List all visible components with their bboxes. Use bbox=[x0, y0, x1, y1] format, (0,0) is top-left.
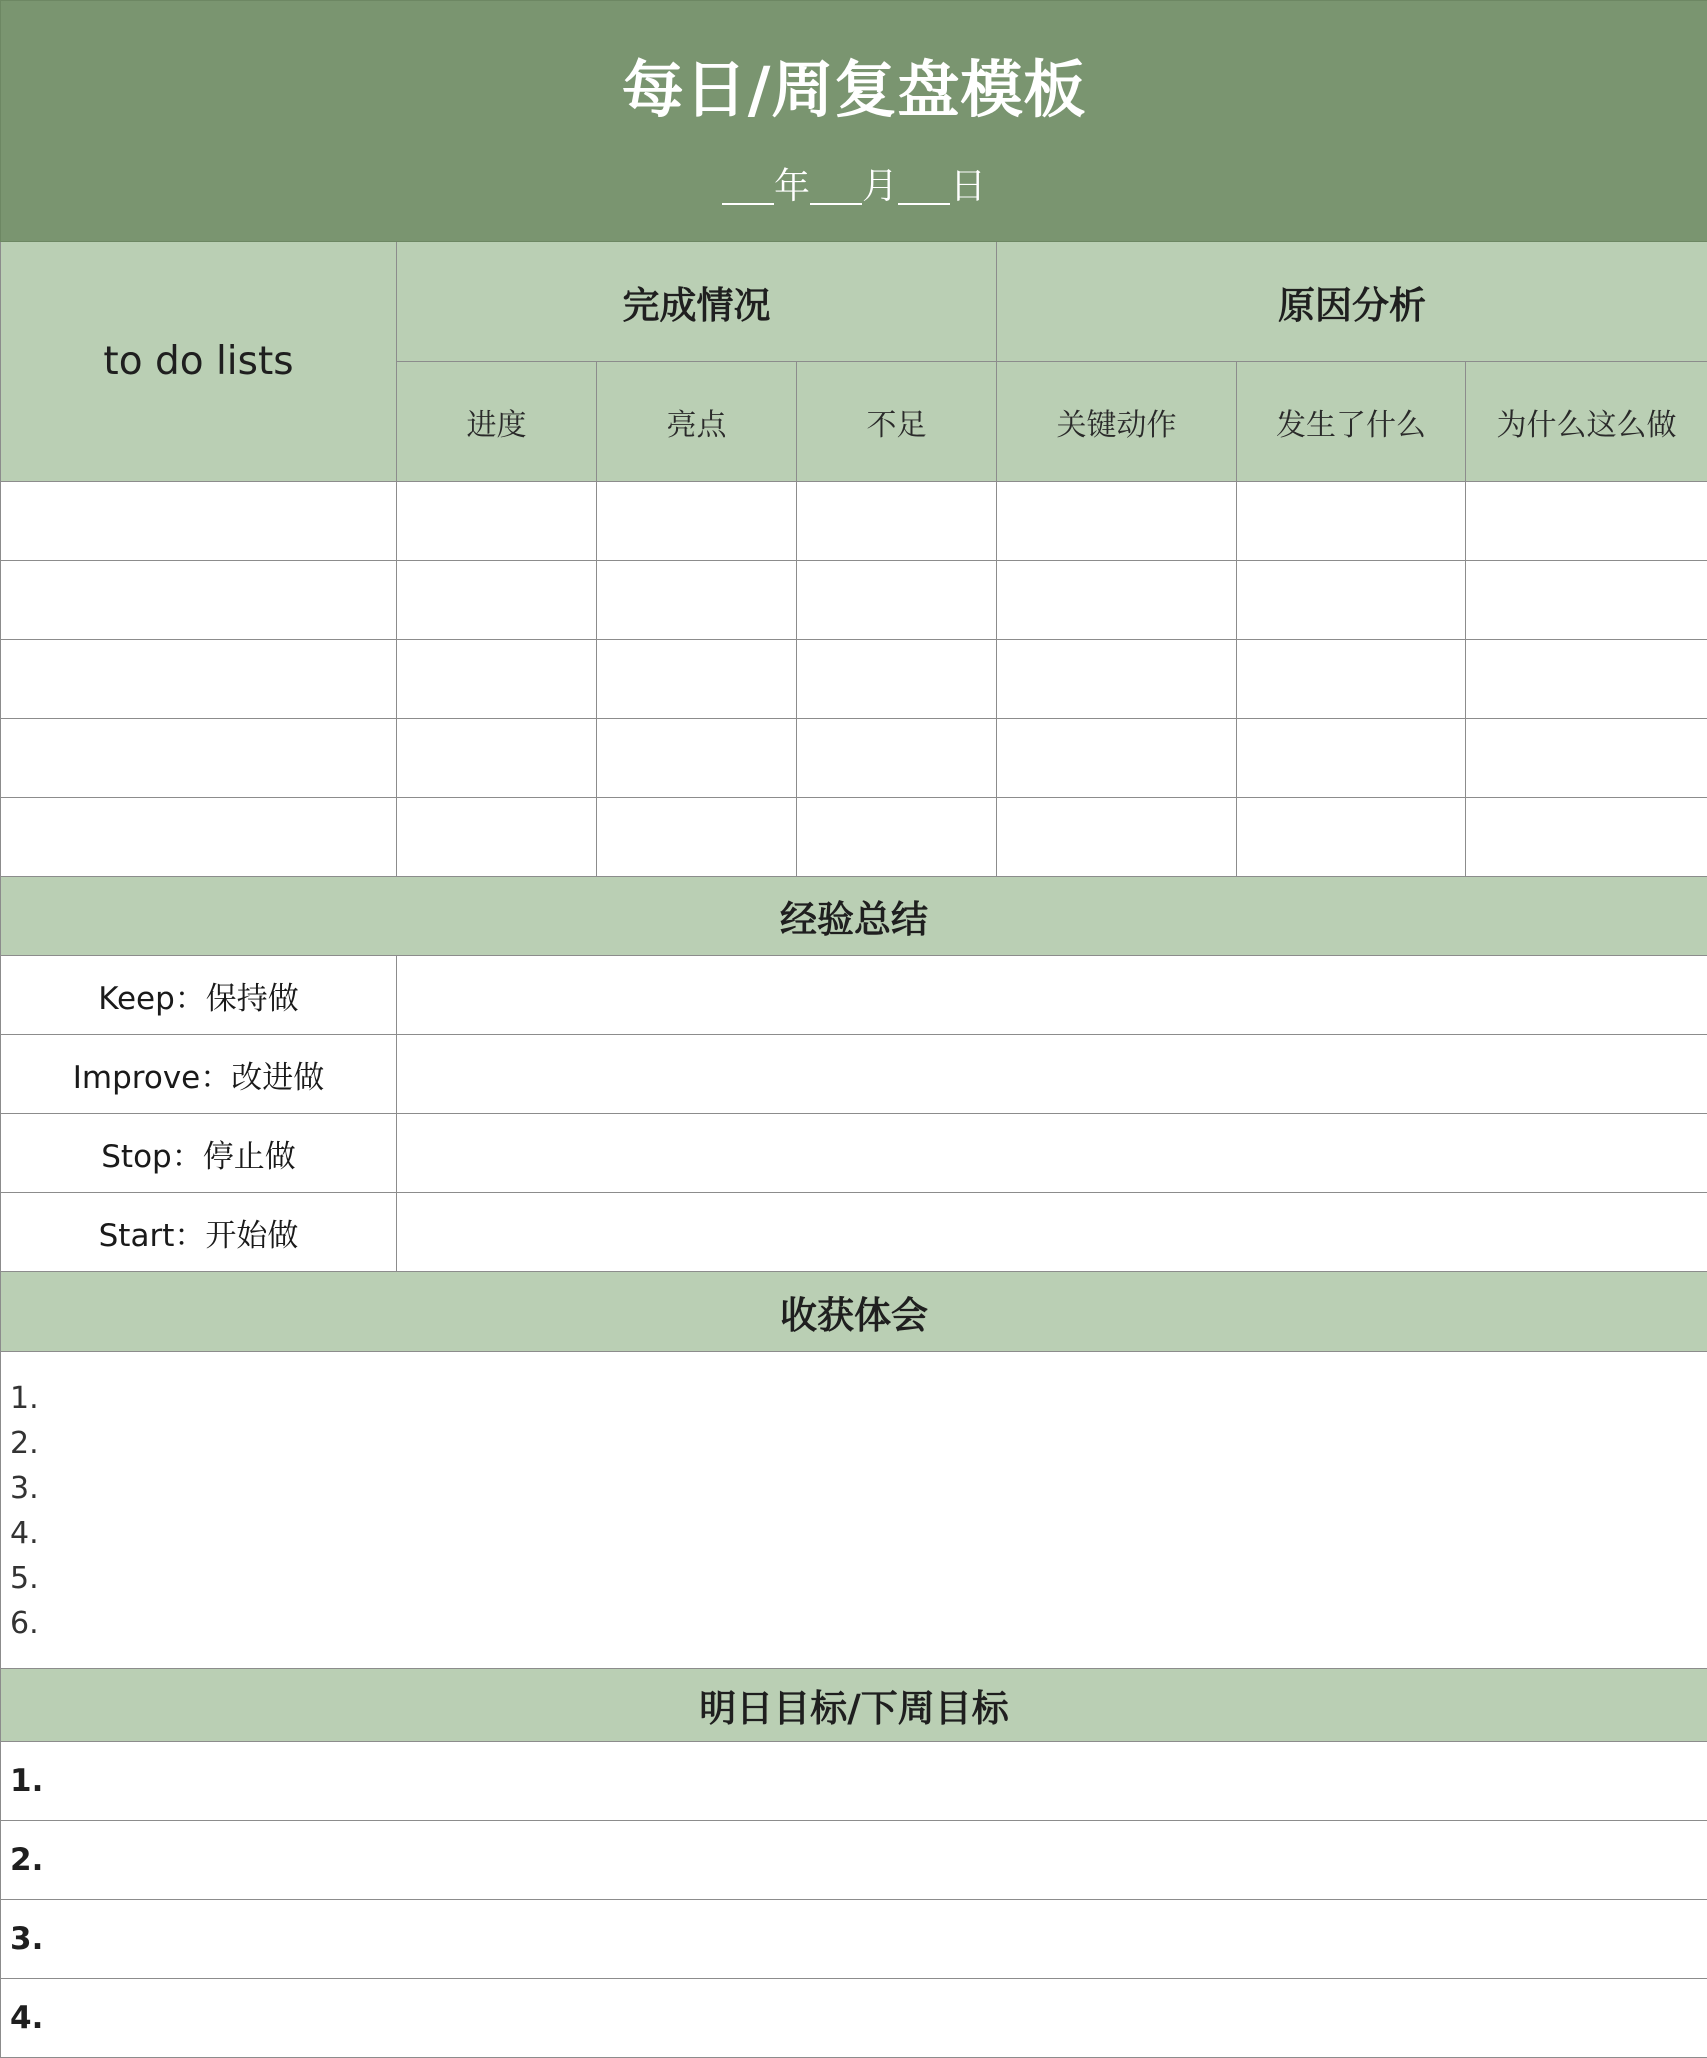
todo-cell[interactable] bbox=[1, 798, 397, 877]
page-title: 每日/周复盘模板 bbox=[1, 37, 1707, 121]
progress-cell[interactable] bbox=[397, 640, 597, 719]
shortfall-cell[interactable] bbox=[797, 561, 997, 640]
key-action-cell[interactable] bbox=[997, 640, 1237, 719]
shortfall-cell[interactable] bbox=[797, 640, 997, 719]
gains-section-title: 收获体会 bbox=[1, 1272, 1707, 1352]
table-row bbox=[1, 482, 1707, 561]
gains-list[interactable] bbox=[1, 1352, 1707, 1669]
shortfall-header: 不足 bbox=[797, 362, 997, 482]
title-banner bbox=[1, 1, 1707, 242]
list-item: 1. bbox=[10, 1376, 1707, 1421]
start-label: Start：开始做 bbox=[1, 1193, 397, 1272]
day-blank[interactable] bbox=[898, 173, 950, 205]
what-happened-header: 发生了什么 bbox=[1237, 362, 1466, 482]
goal-item[interactable]: 4. bbox=[1, 1979, 1707, 2058]
key-action-cell[interactable] bbox=[997, 561, 1237, 640]
shortfall-cell[interactable] bbox=[797, 719, 997, 798]
progress-header: 进度 bbox=[397, 362, 597, 482]
list-item: 4. bbox=[10, 1511, 1707, 1556]
todo-cell[interactable] bbox=[1, 482, 397, 561]
todo-cell[interactable] bbox=[1, 640, 397, 719]
todo-cell[interactable] bbox=[1, 561, 397, 640]
highlight-cell[interactable] bbox=[597, 719, 797, 798]
completion-group-header: 完成情况 bbox=[397, 242, 997, 362]
why-cell[interactable] bbox=[1466, 798, 1707, 877]
keep-value[interactable] bbox=[397, 956, 1707, 1035]
table-row bbox=[1, 719, 1707, 798]
experience-row bbox=[1, 1114, 1707, 1193]
progress-cell[interactable] bbox=[397, 561, 597, 640]
goal-item[interactable]: 1. bbox=[1, 1742, 1707, 1821]
reason-group-header: 原因分析 bbox=[997, 242, 1707, 362]
progress-cell[interactable] bbox=[397, 719, 597, 798]
table-row bbox=[1, 798, 1707, 877]
what-happened-cell[interactable] bbox=[1237, 798, 1466, 877]
why-header: 为什么这么做 bbox=[1466, 362, 1707, 482]
month-blank[interactable] bbox=[810, 173, 862, 205]
experience-row bbox=[1, 1193, 1707, 1272]
todo-cell[interactable] bbox=[1, 719, 397, 798]
key-action-cell[interactable] bbox=[997, 798, 1237, 877]
list-item: 6. bbox=[10, 1601, 1707, 1646]
stop-value[interactable] bbox=[397, 1114, 1707, 1193]
table-row bbox=[1, 561, 1707, 640]
progress-cell[interactable] bbox=[397, 482, 597, 561]
table-row bbox=[1, 640, 1707, 719]
goals-section-title: 明日目标/下周目标 bbox=[1, 1669, 1707, 1742]
highlight-cell[interactable] bbox=[597, 561, 797, 640]
experience-section-title: 经验总结 bbox=[1, 877, 1707, 956]
why-cell[interactable] bbox=[1466, 561, 1707, 640]
shortfall-cell[interactable] bbox=[797, 482, 997, 561]
goal-item[interactable]: 3. bbox=[1, 1900, 1707, 1979]
key-action-cell[interactable] bbox=[997, 719, 1237, 798]
todo-lists-header: to do lists bbox=[1, 242, 397, 482]
highlight-cell[interactable] bbox=[597, 640, 797, 719]
keep-label: Keep：保持做 bbox=[1, 956, 397, 1035]
key-action-header: 关键动作 bbox=[997, 362, 1237, 482]
progress-cell[interactable] bbox=[397, 798, 597, 877]
improve-value[interactable] bbox=[397, 1035, 1707, 1114]
month-unit: 月 bbox=[862, 169, 898, 205]
why-cell[interactable] bbox=[1466, 640, 1707, 719]
why-cell[interactable] bbox=[1466, 482, 1707, 561]
experience-row bbox=[1, 956, 1707, 1035]
list-item: 5. bbox=[10, 1556, 1707, 1601]
list-item: 3. bbox=[10, 1466, 1707, 1511]
why-cell[interactable] bbox=[1466, 719, 1707, 798]
what-happened-cell[interactable] bbox=[1237, 482, 1466, 561]
list-item: 2. bbox=[10, 1421, 1707, 1466]
what-happened-cell[interactable] bbox=[1237, 640, 1466, 719]
year-unit: 年 bbox=[774, 169, 810, 205]
date-line bbox=[1, 169, 1707, 205]
what-happened-cell[interactable] bbox=[1237, 561, 1466, 640]
improve-label: Improve：改进做 bbox=[1, 1035, 397, 1114]
day-unit: 日 bbox=[950, 169, 986, 205]
what-happened-cell[interactable] bbox=[1237, 719, 1466, 798]
goal-item[interactable]: 2. bbox=[1, 1821, 1707, 1900]
experience-row bbox=[1, 1035, 1707, 1114]
highlight-header: 亮点 bbox=[597, 362, 797, 482]
key-action-cell[interactable] bbox=[997, 482, 1237, 561]
stop-label: Stop：停止做 bbox=[1, 1114, 397, 1193]
year-blank[interactable] bbox=[722, 173, 774, 205]
shortfall-cell[interactable] bbox=[797, 798, 997, 877]
highlight-cell[interactable] bbox=[597, 482, 797, 561]
highlight-cell[interactable] bbox=[597, 798, 797, 877]
start-value[interactable] bbox=[397, 1193, 1707, 1272]
